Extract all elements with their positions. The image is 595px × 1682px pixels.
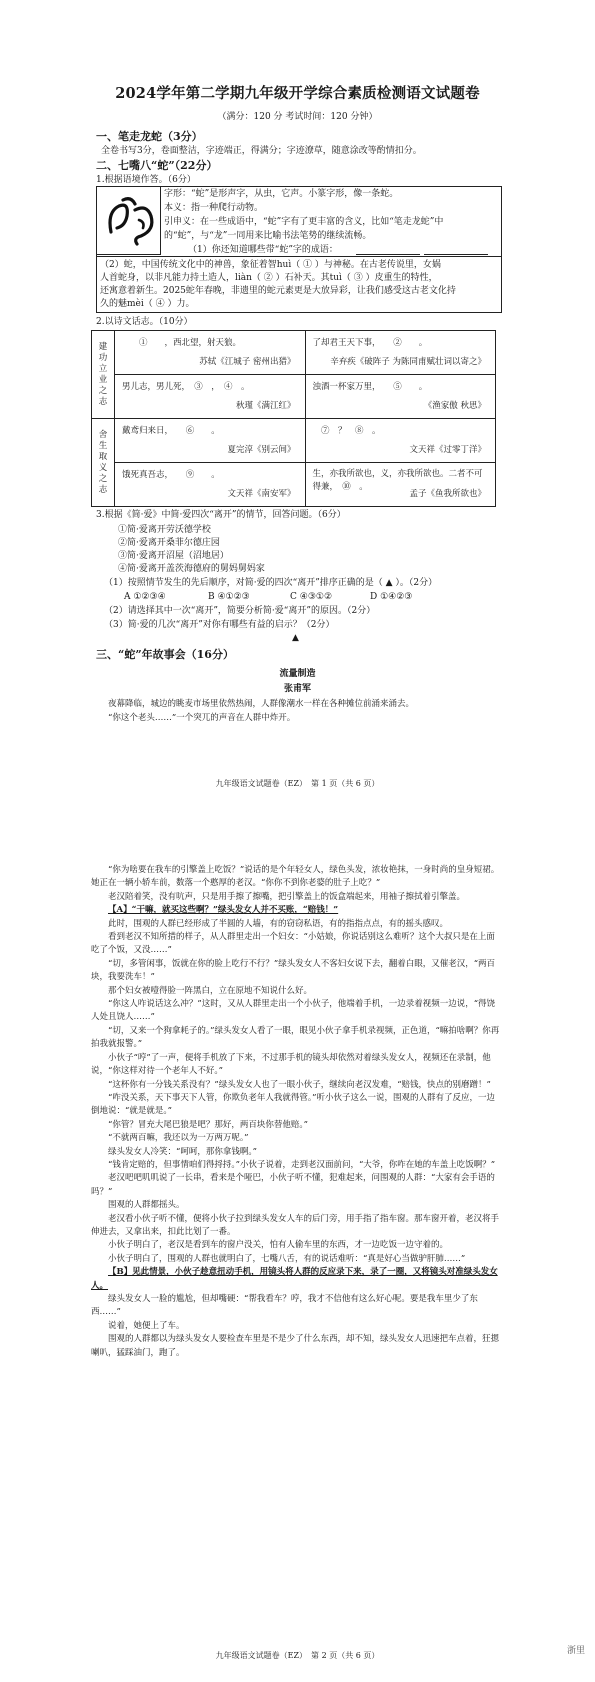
story-paragraph: 围观的人群都摇头。 <box>108 1200 185 1211</box>
story-paragraph: 夜幕降临，城边的眺麦市场里依然热闹，人群像潮水一样在各种摊位前涌来涌去。 <box>108 699 415 709</box>
section-2-heading: 二、七嘴八“蛇”（22分） <box>96 159 218 172</box>
option-a[interactable]: A ①②③④ <box>124 592 166 602</box>
story-author: 张甫军 <box>283 684 311 694</box>
box-line-4: 的“蛇”，与“龙”一同用来比喻书法笔势的继续流畅。 <box>164 231 372 241</box>
annotated-sentence-a: 【A】“干嘛，就买这些啊？”绿头发女人并不买账，“赔钱！” <box>108 905 339 916</box>
box-line-2: 本义：指一种爬行动物。 <box>164 203 264 213</box>
story-paragraph: “咋没关系，天下事天下人管，你欺负老年人我就得管。”听小伙子这么一说，围观的人群有了反应，一边倒地说：“就是就是。” <box>91 1092 495 1117</box>
annotated-sentence-b: 【B】见此情景，小伙子趁意扭动手机，用镜头将人群的反应录下来，录了一圈，又将镜头对准绿头发女人。 <box>91 1267 498 1291</box>
row-tag-ambition: 建功立业之志 <box>92 331 115 419</box>
event-2: ②简·爱离开桑菲尔德庄园 <box>118 538 220 548</box>
sub-question-2: （2）请选择其中一次“离开”，简要分析简·爱“离开”的原因。（2分） <box>104 606 376 616</box>
story-paragraph: 老汉吧吧叽叽说了一长串，看来是个哑巴，小伙子听不懂，犯难起来，问围观的人群：“大家有会手语的吗？” <box>91 1173 495 1197</box>
question-2-label: 2.以诗文话志。（10分） <box>96 317 193 327</box>
sub-question-1: （1）按照情节发生的先后顺序，对简·爱的四次“离开”排序正确的是（ ▲ ）。（2分） <box>104 578 438 588</box>
story-paragraph: “切，又来一个狗拿耗子的。”绿头发女人看了一眼，眼见小伙子拿手机录视频，正色道，“嘛拍啥啊？你再拍我就报警。” <box>91 1025 500 1050</box>
page-2 <box>0 840 595 1682</box>
box-divider <box>96 256 501 257</box>
story-paragraph: 此时，围观的人群已经形成了半圆的人墙，有的窃窃私语，有的指指点点，有的摇头感叹。 <box>108 918 449 929</box>
poem-line[interactable]: ① ，西北望，射天狼。 <box>122 338 242 348</box>
question-3-label: 3.根据《简·爱》中简·爱四次“离开”的情节，回答问题。（6分） <box>96 510 346 520</box>
story-body <box>91 864 503 1360</box>
poem-source: 苏轼《江城子 密州出猎》 <box>199 357 296 367</box>
story-paragraph: “这杯你有一分钱关系没有？”绿头发女人也了一眼小伙子，继续向老汉发难，“赔钱，快点的别磨蹭！” <box>108 1079 491 1090</box>
poem-line[interactable]: 男儿志，男儿死， ③ ， ④ 。 <box>122 382 250 392</box>
story-paragraph: 小伙子明白了，老汉是看到车的窗户没关，怕有人偷车里的东西，才一边吃饭一边守着的。 <box>108 1240 449 1251</box>
poem-source: 孟子《鱼我所欲也》 <box>409 489 486 499</box>
box-line-9: 久的魅mèi（ ④ ）力。 <box>100 299 195 309</box>
story-paragraph: 绿头发女人冷笑：“呵呵，那你拿钱啊。” <box>108 1146 257 1157</box>
story-paragraph: 围观的人群都以为绿头发女人要检查车里是不是少了什么东西，却不知，绿头发女人迅速把车点着，狂摁喇叭，猛踩油门，跑了。 <box>91 1334 500 1358</box>
section-1-heading: 一、笔走龙蛇（3分） <box>96 130 203 143</box>
option-d[interactable]: D ①④②③ <box>370 592 413 602</box>
snake-seal-character-icon <box>101 192 159 250</box>
idiom-answer-blank-2[interactable] <box>424 254 488 255</box>
box-line-3: 引申义：在一些成语中，“蛇”字有了更丰富的含义，比如“笔走龙蛇”中 <box>164 217 444 227</box>
story-paragraph: “你为啥要在我车的引擎盖上吃饭？”说话的是个年轻女人，绿色头发，浓妆艳抹，一身时尚的皇身短裙。她正在一辆小轿车前，数落一个憨厚的老汉。“你你不到你老婆的肚子上吃？” <box>91 865 500 889</box>
event-4: ④简·爱离开盖茨海德府的舅妈舅妈家 <box>118 564 265 574</box>
poem-line[interactable]: ⑦ ？ ⑧ 。 <box>312 426 381 436</box>
story-paragraph: 说着，她便上了车。 <box>108 1320 185 1331</box>
poem-line[interactable]: 浊酒一杯家万里， ⑤ 。 <box>312 382 428 392</box>
answer-mark: ▲ <box>292 633 299 643</box>
story-paragraph: 小伙子明白了，围观的人群也就明白了，七嘴八舌，有的说话难听：“真是好心当做驴肝肺……” <box>108 1253 466 1264</box>
story-paragraph: 那个妇女被噎得脸一阵黑白，立在原地不知说什么好。 <box>108 985 313 996</box>
story-paragraph: “钱肯定赔的，但事情咱们得捋捋。”小伙子说着，走到老汉面前问，“大爷，你咋在她的车盖上吃饭啊？” <box>108 1159 496 1170</box>
box-line-8: 还寓意着新生。2025蛇年春晚，非遗里的蛇元素更是大放异彩，让我们感受这古老文化持 <box>100 286 456 296</box>
story-paragraph: “不就两百嘛，我还以为一万两万呢。” <box>108 1133 249 1144</box>
page-footer: 九年级语文试题卷（EZ） 第 1 页（共 6 页） <box>215 779 380 788</box>
exam-info: （满分：120 分 考试时间：120 分钟） <box>217 112 378 122</box>
story-paragraph: 小伙子“哼”了一声，便将手机放了下来，不过那手机的镜头却依然对着绿头发女人，视频还在录制，他说，“你这样对待一个老年人不好。” <box>91 1052 491 1077</box>
poem-source: 《渔家傲 秋思》 <box>423 401 486 411</box>
poem-source: 夏完淳《别云间》 <box>227 445 296 455</box>
story-paragraph: “你这人咋说话这么冲？”这时，又从人群里走出一个小伙子，他端着手机，一边录着视频一边说，“得饶人处且饶人……” <box>91 999 496 1023</box>
page-1 <box>0 0 595 815</box>
page-title: 2024学年第二学期九年级开学综合素质检测语文试题卷 <box>115 85 480 102</box>
story-paragraph: 看到老汉不知所措的样子，从人群里走出一个妇女：“小姑娘，你说话别这么难听？这个大叔只是在上面吃了个饭，又没……” <box>91 932 495 956</box>
sub-question-3: （3）简·爱的几次“离开”对你有哪些有益的启示？（2分） <box>104 620 335 630</box>
story-paragraph: 老汉看小伙子听不懂，便将小伙子拉到绿头发女人车的后门旁，用手指了指车窗。那车窗开着，老汉将手伸进去，又拿出来，扣此比划了一番。 <box>91 1213 500 1237</box>
box-line-1: 字形：“蛇”是形声字，从虫，它声。小篆字形，像一条蛇。 <box>164 189 399 199</box>
event-1: ①简·爱离开劳沃德学校 <box>118 525 211 535</box>
story-paragraph: “切，多管闲事，饭就在你的脸上吃行不行？”绿头发女人不客妇女说下去，翻着白眼，又催老汉，“两百块，我要洗车！” <box>91 958 496 983</box>
section-3-heading: 三、“蛇”年故事会（16分） <box>96 648 234 661</box>
story-paragraph: 老汉陪着笑，没有吭声，只是用手擦了擦嘴，把引擎盖上的饭盒端起来，用袖子擦拭着引擎盖。 <box>108 891 466 902</box>
option-b[interactable]: B ④①②③ <box>208 592 250 602</box>
story-paragraph: 绿头发女人一脸的尴尬，但却嘴硬：“帮我看车？哼，我才不信他有这么好心呢。要是我车里少了东西……” <box>91 1294 478 1318</box>
poem-source: 文天祥《南安军》 <box>227 489 296 499</box>
box-line-7: 人首蛇身，以非凡能力持土造人，liàn（ ② ）石补天。其tuì（ ③ ）皮重生的特性， <box>100 273 438 283</box>
story-title: 流量制造 <box>279 669 316 679</box>
poem-source: 辛弃疾《破阵子 为陈同甫赋壮词以寄之》 <box>330 357 486 367</box>
row-tag-righteousness: 舍生取义之志 <box>92 419 115 507</box>
idiom-question: （1）你还知道哪些带“蛇”字的成语： <box>188 245 338 255</box>
question-1-label: 1.根据语境作答。（6分） <box>96 175 196 185</box>
poem-line[interactable]: 生，亦我所欲也，义，亦我所欲也。二者不可得兼， ⑩ 。 <box>312 469 483 492</box>
poem-line[interactable]: 饿死真吾志， ⑨ 。 <box>122 470 220 480</box>
story-paragraph: “你这个老头……”一个突兀的声音在人群中炸开。 <box>108 713 296 723</box>
poem-line[interactable]: 了却君王天下事， ② 。 <box>312 338 428 348</box>
poem-line[interactable]: 戴鸢归来日， ⑥ 。 <box>122 426 220 436</box>
option-c[interactable]: C ④③①② <box>290 592 333 602</box>
poem-source: 秋瑾《满江红》 <box>235 401 296 411</box>
page-footer: 九年级语文试题卷（EZ） 第 2 页（共 6 页） <box>215 1651 380 1660</box>
idiom-answer-blank-1[interactable] <box>356 254 420 255</box>
story-paragraph: “你管？冒充大尾巴狼是吧？那好，两百块你替他赔。” <box>108 1119 308 1130</box>
page-gap <box>0 815 595 840</box>
box-line-6: （2）蛇，中国传统文化中的神兽，象征着智huì（ ① ）与神秘。在古老传说里，女娲 <box>100 260 441 270</box>
poem-source: 文天祥《过零丁洋》 <box>409 445 486 455</box>
section-1-text: 全卷书写3分，卷面整洁，字迹端正，得满分；字迹潦草，随意涂改等酌情扣分。 <box>101 146 422 156</box>
poem-table <box>91 330 496 507</box>
corner-watermark: 浙里 <box>566 1646 585 1656</box>
event-3: ③简·爱离开沼屋（沼地居） <box>118 551 229 561</box>
